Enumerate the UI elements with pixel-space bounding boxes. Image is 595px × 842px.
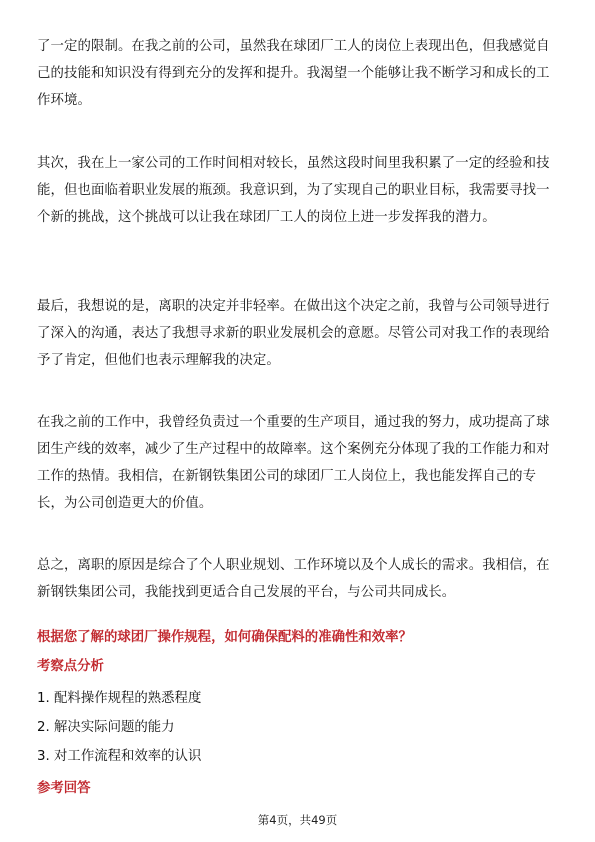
paragraph-case-example: 在我之前的工作中，我曾经负责过一个重要的生产项目，通过我的努力，成功提高了球团生产线的效率，减少了生产过程中的故障率。这个案例充分体现了我的工作能力和对工作的热情。我相信，在新钢铁集团公司的球团厂工人岗位上，我也能发挥自己的专长，为公司创造更大的价值。	[37, 415, 550, 511]
paragraph-final-reason: 最后，我想说的是，离职的决定并非轻率。在做出这个决定之前，我曾与公司领导进行了深入的沟通，表达了我想寻求新的职业发展机会的意愿。尽管公司对我工作的表现给予了肯定，但他们也表示理解我的决定。	[37, 299, 550, 368]
list-item: 3. 对工作流程和效率的认识	[37, 749, 202, 764]
analysis-list	[37, 684, 557, 771]
analysis-heading: 考察点分析	[37, 659, 104, 674]
list-item: 1. 配料操作规程的熟悉程度	[37, 691, 202, 706]
page-number-footer: 第4页，共49页	[257, 813, 338, 827]
paragraph-continuation: 了一定的限制。在我之前的公司，虽然我在球团厂工人的岗位上表现出色，但我感觉自己的技能和知识没有得到充分的发挥和提升。我渴望一个能够让我不断学习和成长的工作环境。	[37, 39, 550, 108]
paragraph-second-reason: 其次，我在上一家公司的工作时间相对较长，虽然这段时间里我积累了一定的经验和技能，但也面临着职业发展的瓶颈。我意识到，为了实现自己的职业目标，我需要寻找一个新的挑战，这个挑战可以让我在球团厂工人的岗位上进一步发挥我的潜力。	[37, 156, 550, 225]
paragraph-conclusion: 总之，离职的原因是综合了个人职业规划、工作环境以及个人成长的需求。我相信，在新钢铁集团公司，我能找到更适合自己发展的平台，与公司共同成长。	[37, 558, 550, 600]
interview-question: 根据您了解的球团厂操作规程，如何确保配料的准确性和效率？	[37, 630, 412, 645]
answer-heading: 参考回答	[37, 781, 91, 796]
list-item: 2. 解决实际问题的能力	[37, 720, 175, 735]
